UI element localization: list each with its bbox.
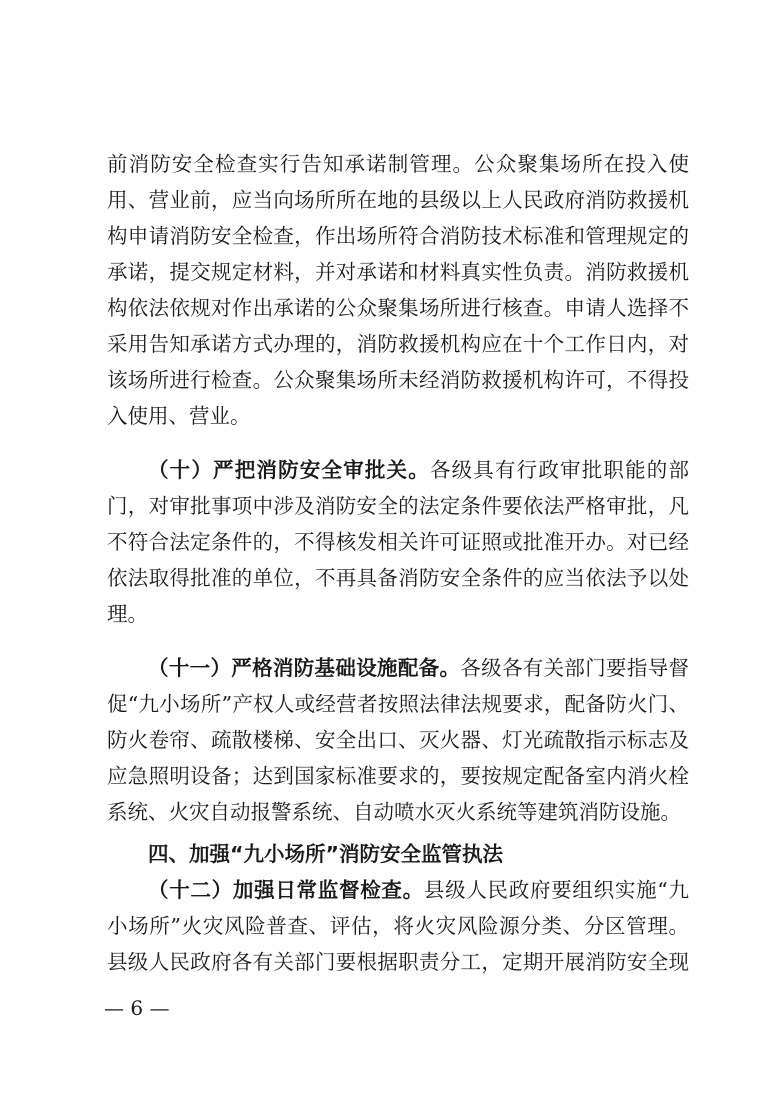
body-line: 前消防安全检查实行告知承诺制管理。公众聚集场所在投入使 xyxy=(107,152,689,176)
body-line: 门，对审批事项中涉及消防安全的法定条件要依法严格审批，凡 xyxy=(107,494,689,518)
body-line: 该场所进行检查。公众聚集场所未经消防救援机构许可，不得投 xyxy=(107,368,689,392)
lead-rest: 各级各有关部门要指导督 xyxy=(460,656,690,680)
paragraph-first-line xyxy=(148,872,689,908)
body-line: 构依法依规对作出承诺的公众聚集场所进行核查。申请人选择不 xyxy=(107,296,689,320)
body-line: 系统、火灾自动报警系统、自动喷水灭火系统等建筑消防设施。 xyxy=(107,800,681,824)
body-line: 理。 xyxy=(107,602,148,626)
page-number: — 6 — xyxy=(104,996,170,1020)
body-line: 防火卷帘、疏散楼梯、安全出口、灭火器、灯光疏散指示标志及 xyxy=(107,728,689,752)
section-lead: （十二）加强日常监督检查。 xyxy=(148,878,424,902)
section-lead: （十）严把消防安全审批关。 xyxy=(148,458,430,482)
body-line: 小场所”火灾风险普查、评估，将火灾风险源分类、分区管理。 xyxy=(107,914,689,938)
paragraph-first-line xyxy=(148,452,689,488)
body-line: 入使用、营业。 xyxy=(107,404,251,428)
body-line: 承诺，提交规定材料，并对承诺和材料真实性负责。消防救援机 xyxy=(107,260,689,284)
body-line: 应急照明设备；达到国家标准要求的，要按规定配备室内消火栓 xyxy=(107,764,689,788)
body-line: 构申请消防安全检查，作出场所符合消防技术标准和管理规定的 xyxy=(107,224,689,248)
body-line: 县级人民政府各有关部门要根据职责分工，定期开展消防安全现 xyxy=(107,950,689,974)
body-line: 采用告知承诺方式办理的，消防救援机构应在十个工作日内，对 xyxy=(107,332,689,356)
body-line: 促“九小场所”产权人或经营者按照法律法规要求，配备防火门、 xyxy=(107,692,689,716)
body-line: 用、营业前，应当向场所所在地的县级以上人民政府消防救援机 xyxy=(107,188,689,212)
section-heading: 四、加强“九小场所”消防安全监管执法 xyxy=(148,842,503,866)
body-line: 依法取得批准的单位，不再具备消防安全条件的应当依法予以处 xyxy=(107,566,689,590)
body-line: 不符合法定条件的，不得核发相关许可证照或批准开办。对已经 xyxy=(107,530,689,554)
section-lead: （十一）严格消防基础设施配备。 xyxy=(148,656,461,680)
lead-rest: 县级人民政府要组织实施“九 xyxy=(423,878,690,902)
lead-rest: 各级具有行政审批职能的部 xyxy=(429,458,689,482)
paragraph-first-line xyxy=(148,650,689,686)
